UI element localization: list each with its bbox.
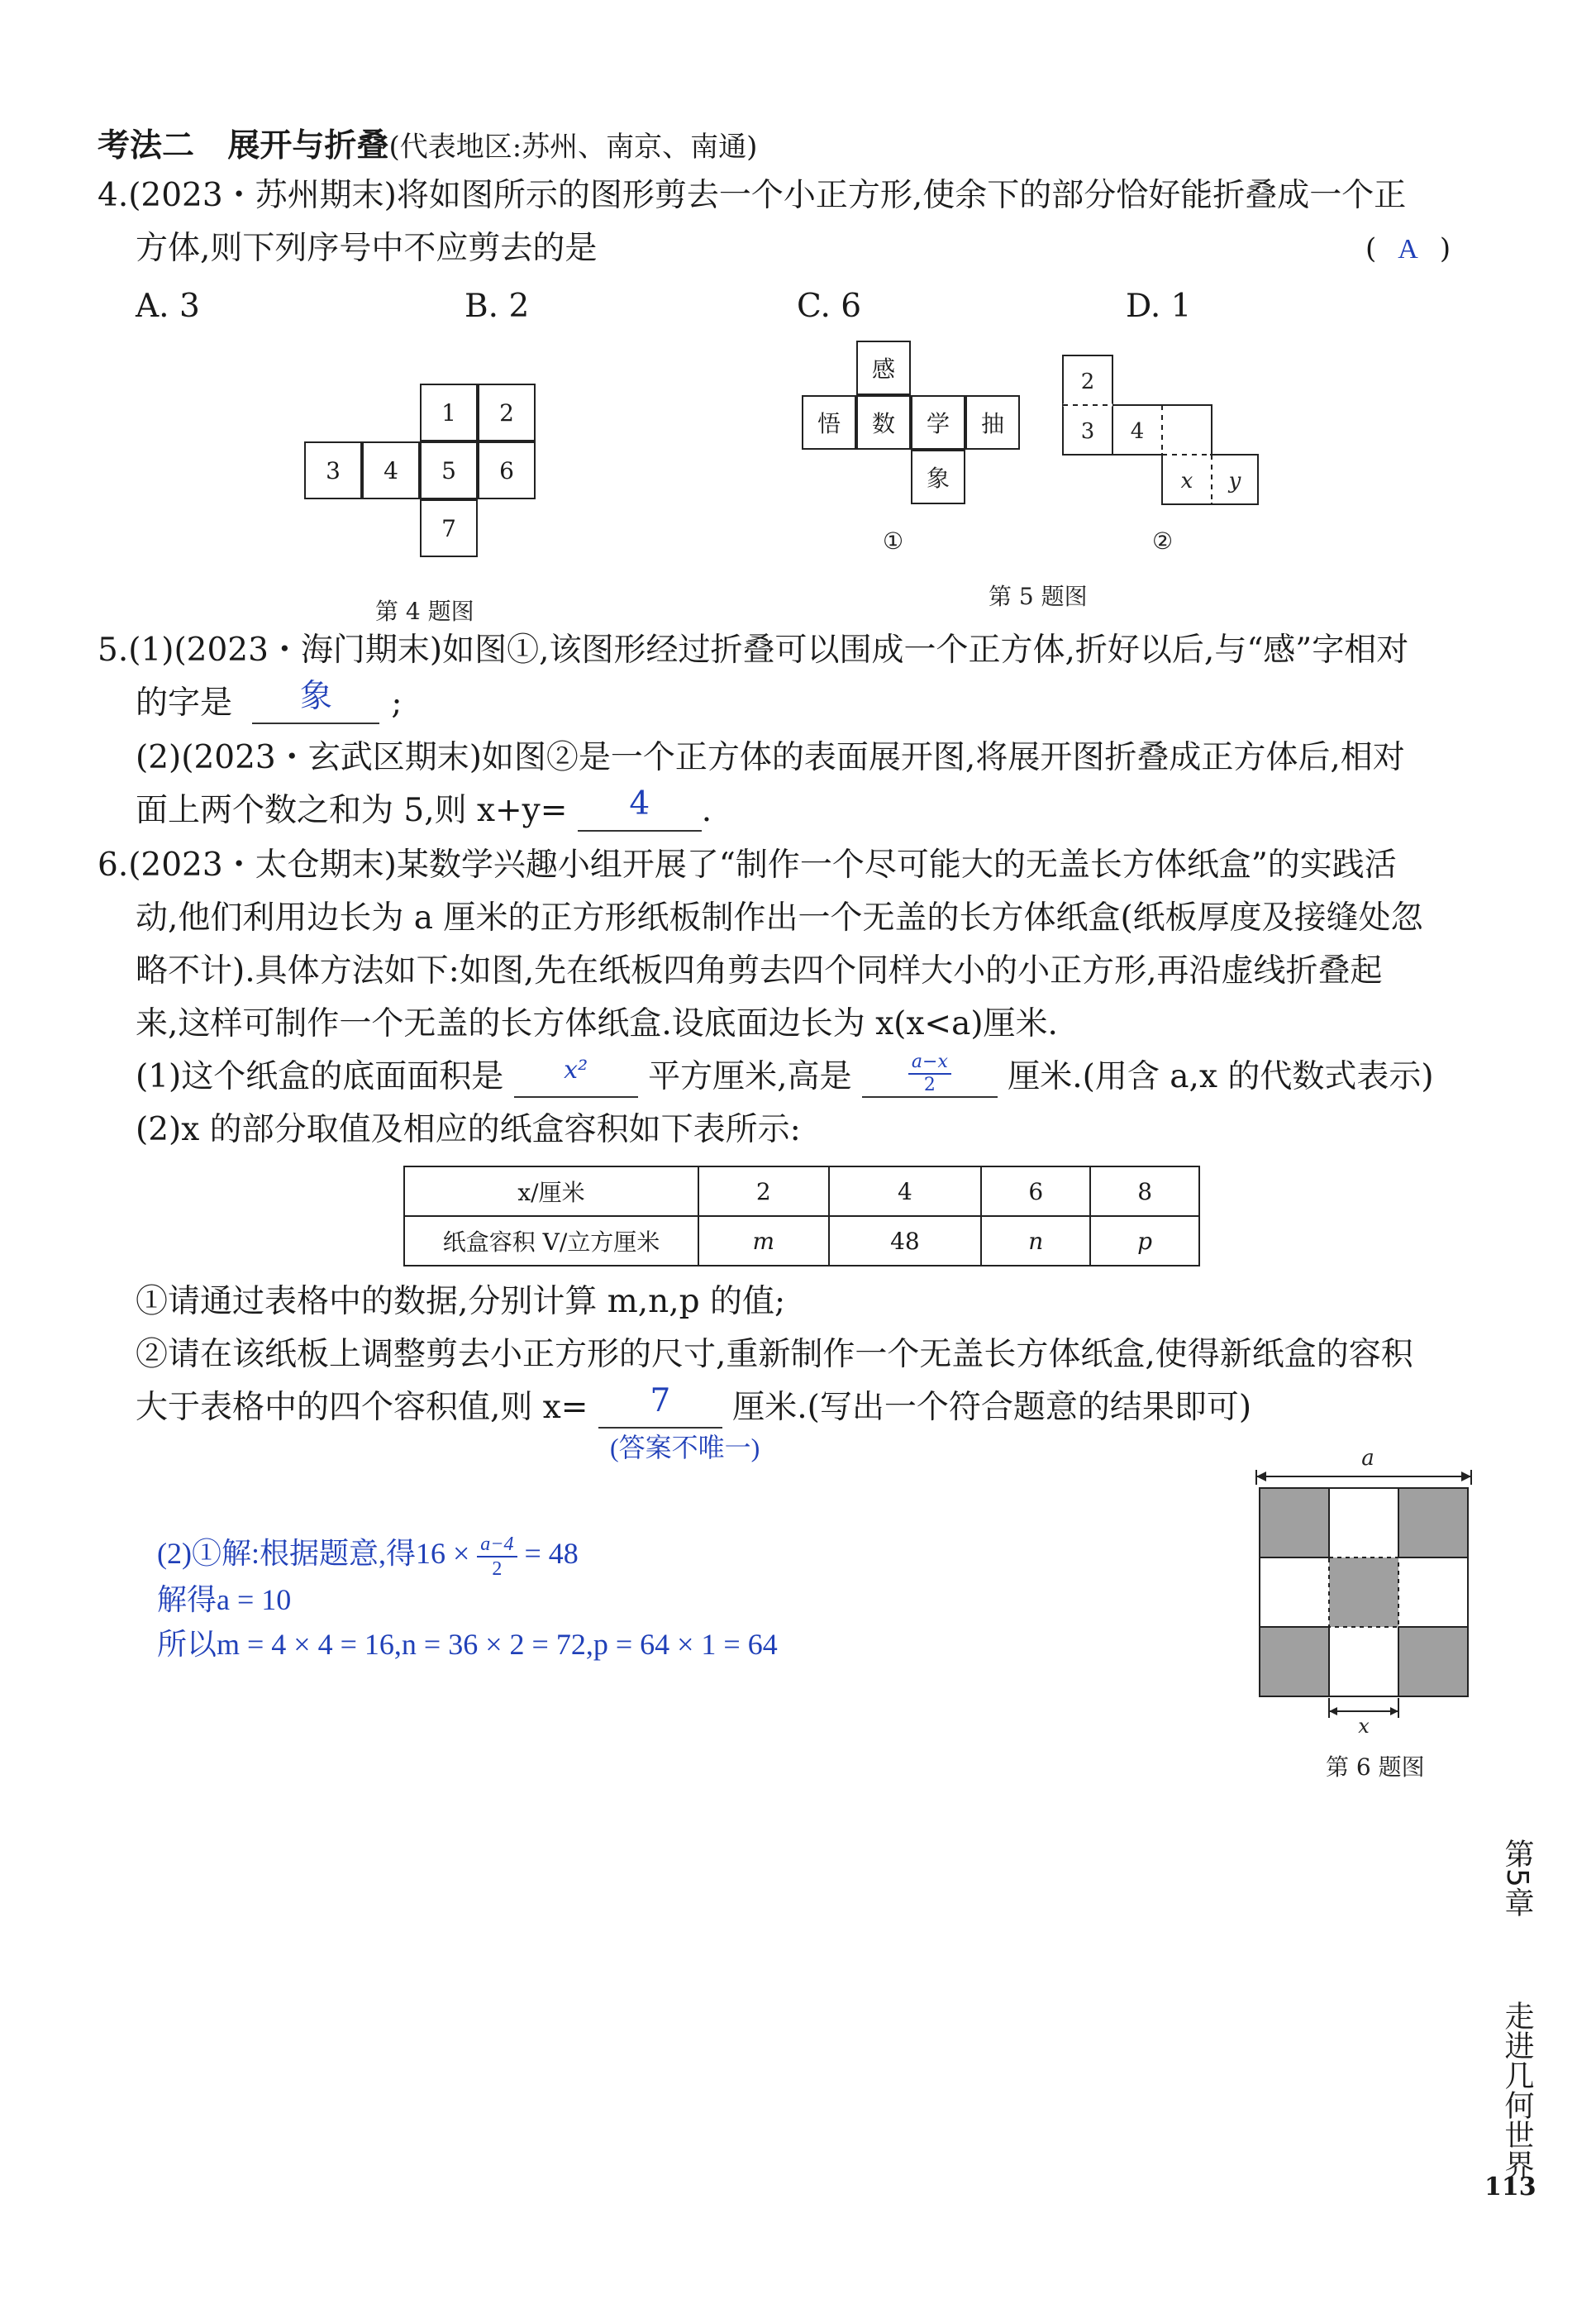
q4-answer: A (1398, 234, 1418, 265)
solution-frac-den: 2 (492, 1557, 503, 1580)
q5-part1-blank (252, 678, 379, 724)
q6-table-r1c3: 4 (829, 1166, 982, 1216)
q5-fig2-cell-y: y (1228, 469, 1241, 494)
q6-table-r2c3: 48 (829, 1216, 982, 1266)
q6-sub1: ①请通过表格中的数据,分别计算 m,n,p 的值; (136, 1283, 786, 1320)
q4-option-d: D. 1 (1126, 288, 1192, 325)
q6-sub2-blank (598, 1382, 722, 1429)
q5-part1-answer: 象 (299, 678, 332, 715)
q6-line2: 动,他们利用边长为 a 厘米的正方形纸板制作出一个无盖的长方体纸盒(纸板厚度及接缝处忽 (136, 899, 1423, 937)
q5-fig1-cell-xiang: 象 (911, 450, 965, 504)
sidebar-title (1498, 2001, 1536, 2179)
q6-part1-answer1: x² (564, 1056, 588, 1085)
q5-part1-pre: 的字是 (136, 684, 233, 722)
q4-cell-1: 1 (420, 384, 478, 441)
section-header (98, 126, 757, 168)
q6-line3: 略不计).具体方法如下:如图,先在纸板四角剪去四个同样大小的小正方形,再沿虚线折叠起 (136, 952, 1383, 990)
q4-option-a: A. 3 (136, 288, 200, 325)
q5-fig1-cell-shu: 数 (856, 395, 911, 450)
q6-table-r2c2: m (698, 1216, 829, 1266)
section-region: (代表地区:苏州、南京、南通) (388, 131, 758, 164)
q5-part1-line1: 5.(1)(2023・海门期末)如图①,该图形经过折叠可以围成一个正方体,折好以后,与“感”字相对 (98, 632, 1409, 669)
q6-sub2-line2 (136, 1382, 1252, 1429)
sidebar-chapter (1498, 1839, 1536, 1917)
section-title: 展开与折叠 (227, 127, 389, 165)
q5-fig1-cell-chou: 抽 (965, 395, 1020, 450)
q6-sub2-answer-note: (答案不唯一) (610, 1433, 760, 1462)
q4-cell-6: 6 (478, 441, 536, 499)
q6-part1-blank1 (514, 1056, 638, 1098)
q6-part1-pre: (1)这个纸盒的底面面积是 (136, 1058, 504, 1095)
q6-table-r1c5: 8 (1090, 1166, 1199, 1216)
q5-figure-2 (1061, 354, 1260, 506)
q6-sub2-post: 厘米.(写出一个符合题意的结果即可) (732, 1389, 1252, 1426)
solution-line1 (157, 1533, 579, 1579)
q4-stem-line1: 4.(2023・苏州期末)将如图所示的图形剪去一个小正方形,使余下的部分恰好能折叠成一个正 (98, 177, 1407, 214)
q5-part1-post: ; (391, 684, 403, 722)
q6-sub2-line1: ②请在该纸板上调整剪去小正方形的尺寸,重新制作一个无盖长方体纸盒,使得新纸盒的容积 (136, 1336, 1413, 1373)
q6-part1-mid: 平方厘米,高是 (648, 1058, 852, 1095)
q4-option-c: C. 6 (797, 288, 862, 325)
q6-sub2-answer: 7 (650, 1382, 671, 1419)
solution-line2: 解得a = 10 (157, 1583, 292, 1616)
q4-figure-caption: 第 4 题图 (375, 598, 474, 625)
q6-part1-answer2-den: 2 (923, 1075, 936, 1095)
section-label: 考法二 (98, 127, 195, 165)
page-number: 113 (1484, 2173, 1536, 2201)
q4-stem-line2: 方体,则下列序号中不应剪去的是 (136, 230, 598, 267)
q4-cell-5: 5 (420, 441, 478, 499)
q6-figure (1248, 1448, 1488, 1738)
solution-frac-num: a−4 (477, 1534, 517, 1557)
q6-table-r1c4: 6 (981, 1166, 1090, 1216)
q6-part1 (136, 1052, 1434, 1098)
q6-line4: 来,这样可制作一个无盖的长方体纸盒.设底面边长为 x(x<a)厘米. (136, 1005, 1058, 1042)
q5-part2-pre: 面上两个数之和为 5,则 x+y= (136, 792, 568, 829)
q6-part2: (2)x 的部分取值及相应的纸盒容积如下表所示: (136, 1111, 801, 1148)
sidebar-title-text: 走进几何世界 (1500, 2001, 1534, 2179)
q4-cell-2: 2 (478, 384, 536, 441)
q4-cell-7: 7 (420, 499, 478, 557)
q5-part2-blank (578, 785, 702, 832)
q5-fig2-cell-4: 4 (1130, 419, 1145, 444)
q6-figure-label-a: a (1361, 1448, 1374, 1471)
q5-fig2-cell-3: 3 (1080, 419, 1095, 444)
solution-line1-post: = 48 (517, 1537, 579, 1570)
q5-fig1-cell-gan: 感 (856, 341, 911, 395)
q6-table-r2c4: n (981, 1216, 1090, 1266)
table-row (404, 1166, 1199, 1216)
q5-fig2-cell-x: x (1180, 469, 1193, 494)
q5-fig2-label: ② (1152, 527, 1174, 555)
q6-part1-answer2-num: a−x (908, 1053, 951, 1075)
q5-fig2-cell-2: 2 (1080, 370, 1095, 394)
q6-part1-answer2 (862, 1052, 998, 1095)
q6-table-r2c5: p (1090, 1216, 1199, 1266)
q6-table-r1c1: x/厘米 (404, 1166, 698, 1216)
q5-part1-line2 (136, 678, 403, 724)
q5-figure-caption: 第 5 题图 (989, 583, 1088, 610)
q5-fig1-cell-xue: 学 (911, 395, 965, 450)
q6-figure-label-x: x (1358, 1715, 1370, 1738)
q5-part2-post: . (701, 792, 712, 829)
solution-line1-pre: (2)①解:根据题意,得16 × (157, 1537, 478, 1570)
q6-table-r2c1: 纸盒容积 V/立方厘米 (404, 1216, 698, 1266)
table-row (404, 1216, 1199, 1266)
q6-part1-blank2 (862, 1052, 998, 1098)
q5-part2-line1: (2)(2023・玄武区期末)如图②是一个正方体的表面展开图,将展开图折叠成正方体后,相对 (136, 739, 1405, 776)
q5-fig1-label: ① (883, 527, 904, 555)
q4-cell-4: 4 (362, 441, 420, 499)
q5-part2-line2 (136, 785, 712, 832)
q5-fig1-cell-wu: 悟 (802, 395, 856, 450)
q4-cell-3: 3 (304, 441, 362, 499)
q6-line1: 6.(2023・太仓期末)某数学兴趣小组开展了“制作一个尽可能大的无盖长方体纸盒”的实践活 (98, 847, 1397, 884)
q4-option-b: B. 2 (465, 288, 530, 325)
q4-answer-bracket: ( A ) (1365, 232, 1451, 265)
q5-part2-answer: 4 (629, 785, 650, 823)
q6-sub2-pre: 大于表格中的四个容积值,则 x= (136, 1389, 588, 1426)
q6-table-r1c2: 2 (698, 1166, 829, 1216)
q6-table (403, 1166, 1200, 1266)
q6-part1-post: 厘米.(用含 a,x 的代数式表示) (1008, 1058, 1434, 1095)
q6-figure-caption: 第 6 题图 (1326, 1753, 1425, 1781)
solution-line3: 所以m = 4 × 4 = 16,n = 36 × 2 = 72,p = 64 × 1 = 64 (157, 1628, 778, 1661)
sidebar-chapter-text: 第5章 (1500, 1839, 1534, 1917)
